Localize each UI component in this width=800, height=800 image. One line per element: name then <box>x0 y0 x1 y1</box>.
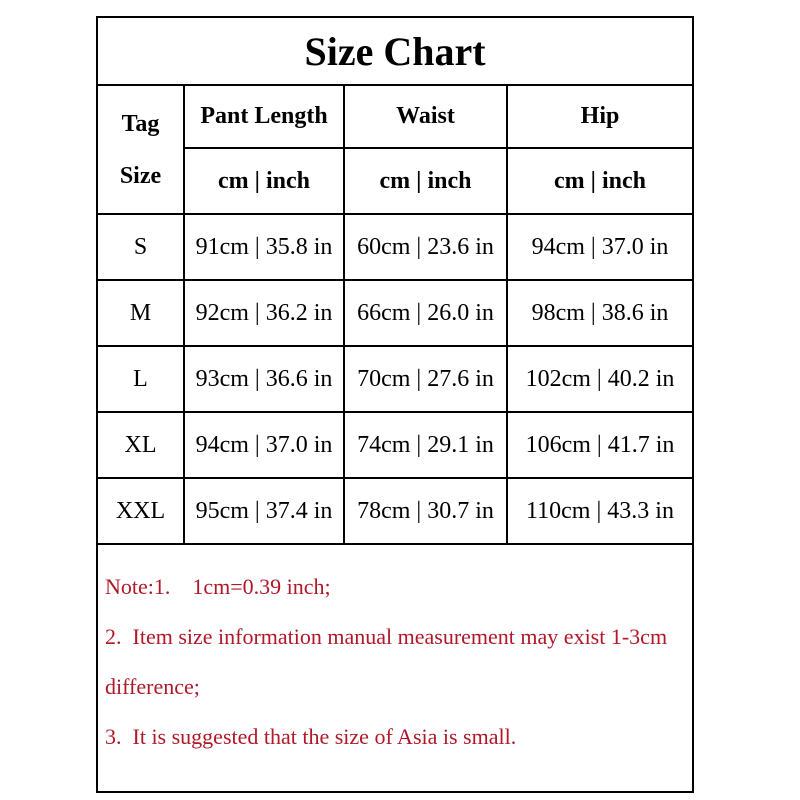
size-chart-table <box>96 16 694 793</box>
page-title: Size Chart <box>97 17 693 85</box>
header-hip: Hip <box>507 85 693 148</box>
unit-header-waist: cm | inch <box>344 148 507 214</box>
cell-waist: 66cm | 26.0 in <box>344 280 507 346</box>
cell-waist: 78cm | 30.7 in <box>344 478 507 544</box>
table-row-xxl <box>97 478 693 544</box>
header-waist: Waist <box>344 85 507 148</box>
cell-size: M <box>97 280 184 346</box>
unit-header-hip: cm | inch <box>507 148 693 214</box>
cell-hip: 94cm | 37.0 in <box>507 214 693 280</box>
note-1: Note:1. 1cm=0.39 inch; <box>105 574 331 599</box>
note-2: 2. Item size information manual measurement may exist 1-3cm difference; <box>105 624 668 699</box>
header-row-units <box>97 148 693 214</box>
cell-pant-length: 93cm | 36.6 in <box>184 346 344 412</box>
cell-waist: 74cm | 29.1 in <box>344 412 507 478</box>
cell-size: XL <box>97 412 184 478</box>
cell-size: XXL <box>97 478 184 544</box>
table-row-l <box>97 346 693 412</box>
cell-waist: 70cm | 27.6 in <box>344 346 507 412</box>
table-row-m <box>97 280 693 346</box>
cell-waist: 60cm | 23.6 in <box>344 214 507 280</box>
cell-size: L <box>97 346 184 412</box>
cell-hip: 110cm | 43.3 in <box>507 478 693 544</box>
header-tag-size <box>97 85 184 214</box>
cell-pant-length: 91cm | 35.8 in <box>184 214 344 280</box>
header-pant-length: Pant Length <box>184 85 344 148</box>
header-size-line: Size <box>119 162 162 189</box>
cell-pant-length: 94cm | 37.0 in <box>184 412 344 478</box>
table-row-xl <box>97 412 693 478</box>
cell-hip: 98cm | 38.6 in <box>507 280 693 346</box>
note-3: 3. It is suggested that the size of Asia is small. <box>105 724 517 749</box>
cell-hip: 102cm | 40.2 in <box>507 346 693 412</box>
cell-pant-length: 92cm | 36.2 in <box>184 280 344 346</box>
cell-pant-length: 95cm | 37.4 in <box>184 478 344 544</box>
header-tag-line: Tag <box>121 110 160 137</box>
cell-hip: 106cm | 41.7 in <box>507 412 693 478</box>
unit-header-pant-length: cm | inch <box>184 148 344 214</box>
title-row <box>97 17 693 85</box>
notes-row <box>97 544 693 792</box>
cell-size: S <box>97 214 184 280</box>
notes-section <box>97 544 693 792</box>
table-row-s <box>97 214 693 280</box>
header-row-measures <box>97 85 693 148</box>
